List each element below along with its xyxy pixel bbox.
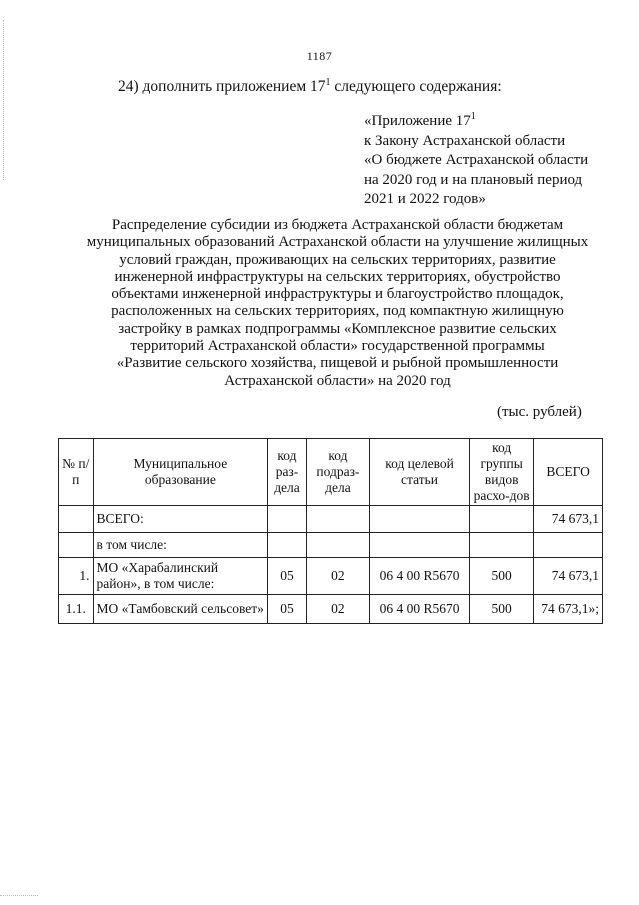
cell-number: 1. bbox=[59, 558, 94, 595]
cell-section-code bbox=[268, 533, 307, 558]
cell-section-code: 05 bbox=[268, 595, 307, 624]
cell-municipality: МО «Харабалинский район», в том числе: bbox=[93, 558, 268, 595]
cell-number: 1.1. bbox=[59, 595, 94, 624]
appendix-line-5: 2021 и 2022 годов» bbox=[364, 191, 486, 207]
cell-subsection-code bbox=[306, 533, 369, 558]
cell-target-code bbox=[369, 506, 469, 533]
cell-expense-group-code: 500 bbox=[470, 558, 534, 595]
header-section-code: код раз-дела bbox=[268, 439, 307, 506]
cell-subsection-code: 02 bbox=[306, 558, 369, 595]
cell-target-code bbox=[369, 533, 469, 558]
table-header-row bbox=[59, 439, 603, 506]
intro-superscript: 1 bbox=[325, 77, 331, 88]
appendix-header bbox=[364, 112, 624, 210]
appendix-superscript: 1 bbox=[470, 111, 476, 122]
cell-expense-group-code bbox=[470, 533, 534, 558]
title-line: муниципальных образований Астраханской области на улучшение жилищных bbox=[86, 234, 589, 251]
cell-total: 74 673,1 bbox=[534, 558, 603, 595]
cell-subsection-code bbox=[306, 506, 369, 533]
margin-scan-mark bbox=[3, 20, 8, 180]
document-title bbox=[60, 217, 615, 390]
title-line: объектами инженерной инфраструктуры и благоустройство площадок, bbox=[111, 286, 564, 303]
title-line: условий граждан, проживающих на сельских территориях, развитие bbox=[119, 251, 556, 268]
title-line: Астраханской области» на 2020 год bbox=[224, 372, 451, 389]
subsidy-table bbox=[58, 438, 603, 624]
intro-tail: следующего содержания: bbox=[330, 78, 502, 95]
appendix-line-3: «О бюджете Астраханской области bbox=[364, 152, 589, 168]
amendment-intro bbox=[118, 78, 502, 96]
cell-target-code: 06 4 00 R5670 bbox=[369, 558, 469, 595]
units-label: (тыс. рублей) bbox=[497, 404, 582, 420]
cell-number bbox=[59, 533, 94, 558]
cell-municipality: в том числе: bbox=[93, 533, 268, 558]
cell-total bbox=[534, 533, 603, 558]
title-line: застройку в рамках подпрограммы «Комплексное развитие сельских bbox=[118, 320, 557, 337]
header-municipality: Муниципальное образование bbox=[93, 439, 268, 506]
cell-number bbox=[59, 506, 94, 533]
table-row-including bbox=[59, 533, 603, 558]
header-total: ВСЕГО bbox=[534, 439, 603, 506]
cell-municipality: МО «Тамбовский сельсовет» bbox=[93, 595, 268, 624]
title-line: «Развитие сельского хозяйства, пищевой и рыбной промышленности bbox=[116, 355, 559, 372]
title-line: территорий Астраханской области» государственной программы bbox=[130, 338, 545, 355]
bottom-scan-mark bbox=[0, 895, 38, 898]
table-row-total bbox=[59, 506, 603, 533]
header-subsection-code: код подраз-дела bbox=[306, 439, 369, 506]
cell-municipality: ВСЕГО: bbox=[93, 506, 268, 533]
appendix-line-1: «Приложение 17 bbox=[364, 113, 471, 129]
header-target-code: код целевой статьи bbox=[369, 439, 469, 506]
table-row-tambovsky bbox=[59, 595, 603, 624]
cell-total: 74 673,1»; bbox=[534, 595, 603, 624]
appendix-line-4: на 2020 год и на плановый период bbox=[364, 171, 583, 188]
cell-target-code: 06 4 00 R5670 bbox=[369, 595, 469, 624]
title-line: инженерной инфраструктуры на сельских территориях, обустройство bbox=[114, 268, 561, 285]
header-expense-group-code: код группы видов расхо-дов bbox=[470, 439, 534, 506]
cell-expense-group-code: 500 bbox=[470, 595, 534, 624]
page-number: 1187 bbox=[306, 49, 333, 63]
intro-text: 24) дополнить приложением 17 bbox=[118, 78, 326, 95]
cell-section-code bbox=[268, 506, 307, 533]
header-number: № п/п bbox=[59, 439, 94, 506]
cell-expense-group-code bbox=[470, 506, 534, 533]
title-line: расположенных на сельских территориях, под компактную жилищную bbox=[111, 303, 564, 320]
cell-section-code: 05 bbox=[268, 558, 307, 595]
appendix-line-2: к Закону Астраханской области bbox=[364, 132, 566, 149]
cell-total: 74 673,1 bbox=[534, 506, 603, 533]
cell-subsection-code: 02 bbox=[306, 595, 369, 624]
table-row-kharabali bbox=[59, 558, 603, 595]
title-line: Распределение субсидии из бюджета Астраханской области бюджетам bbox=[111, 217, 564, 233]
